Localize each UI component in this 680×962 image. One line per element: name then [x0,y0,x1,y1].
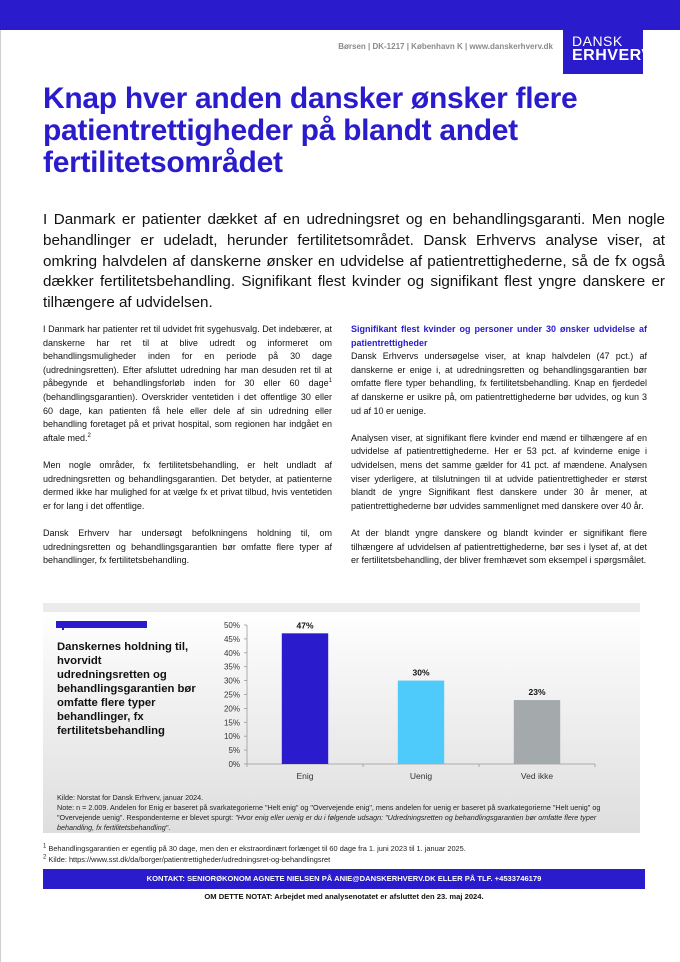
footnotes [43,843,663,865]
contact-bar: KONTAKT: SENIORØKONOM AGNETE NIELSEN PÅ ANIE@DANSKERHVERV.DK ELLER PÅ TLF. +4533746179 [43,869,645,889]
text-run: (behandlingsgarantien). Overskrider ventetiden i det offentlige 30 eller 60 dage, kan patienten få hele eller dele af sin udredning eller behandling foretaget på et privat hospital, som regionen har indgået en aftale med. [43,391,332,443]
footnote-text: Behandlingsgarantien er egentlig på 30 dage, men den er ekstraordinært forlænget til 60 dage fra 1. juni 2023 til 1. januar 2025. [46,844,466,853]
footnote-2 [43,854,663,865]
right-paragraph-1: Dansk Erhvervs undersøgelse viser, at knap halvdelen (47 pct.) af danskerne er enige i, at udredningsretten og behandlingsgarantien bør omfatte flere typer behandling, fx fertilitetsbehandling. Knap en fjerdedel af danskerne er usikre på, om patientrettighederne bør udvides, og kun 3 ud af 10 er uenige. [351,351,647,416]
left-paragraph-3: Dansk Erhverv har undersøgt befolkningens holdning til, om udredningsretten og behandlingsgarantien bør omfatte flere typer af behandlinger, fx fertilitetsbehandling. [43,527,332,566]
y-tick-label: 45% [223,634,240,644]
x-tick-label: Ved ikke [520,771,554,781]
logo-line-2: ERHVERV [572,47,653,64]
y-tick-label: 50% [223,621,240,630]
bar-value-label: 30% [412,667,430,678]
y-tick-label: 0% [228,760,240,769]
about-note: OM DETTE NOTAT: Arbejdet med analysenotatet er afsluttet den 23. maj 2024. [204,892,484,901]
page-edge [0,0,1,962]
footnote-text: Kilde: https://www.sst.dk/da/borger/patientrettigheder/udredningsret-og-behandlingsret [46,855,331,864]
document-title: Knap hver anden dansker ønsker flere patientrettigheder på blandt andet fertilitetsområdet [43,82,578,179]
logo-line-1: DANSK [572,33,623,49]
header-address: Børsen | DK-1217 | København K | www.danskerhverv.dk [338,42,553,51]
footnote-number: 1 [43,843,47,850]
bars [282,620,560,764]
y-tick-label: 35% [223,662,240,672]
y-axis [224,621,247,769]
chart-source-note [57,793,632,833]
left-paragraph-2: Men nogle områder, fx fertilitetsbehandling, er helt undladt af udredningsretten og behandlingsgarantien. Det betyder, at patienterne dermed ikke har mulighed for at vælge fx et privat tilbud, hvis ventetiden er for lang i det offentlige. [43,459,332,511]
y-tick-label: 30% [223,676,240,686]
x-tick-label: Enig [296,771,314,781]
left-paragraph-1 [43,323,332,445]
x-axis [247,764,595,781]
chart-source: Kilde: Norstat for Dansk Erhverv, januar 2024. [57,793,204,802]
note-end: . [168,823,171,832]
dansk-erhverv-logo [563,30,653,74]
y-tick-label: 5% [228,746,240,756]
footnote-ref-2: 2 [87,432,91,439]
bar-uenig [398,681,444,764]
chart-accent-bar [56,621,147,628]
left-column [43,323,332,581]
bar-ved-ikke [514,700,560,764]
footnote-ref-1: 1 [328,378,332,385]
y-tick-label: 25% [223,690,240,700]
bar-value-label: 47% [296,620,314,631]
right-paragraph-3: At der blandt yngre danskere og blandt kvinder er signifikant flere tilhængere af udvidelsen af patientrettighederne, bør ses i lyset af, at det er fertilitetsbehandling, der bliver fremhævet som eksempel i spørgsmålet. [351,527,647,566]
chart-heading: Danskernes holdning til, hvorvidt udredningsretten og behandlingsgarantien bør omfatte flere typer behandlinger, fx fertilitetsbehandling [57,641,196,737]
right-column [351,323,647,581]
section-subheading: Signifikant flest kvinder og personer under 30 ønsker udvidelse af patientrettigheder [351,324,647,348]
note-text: Note: n = 2.009. Andelen for Enig er baseret på svarkategorierne "Helt enig" og "Overvejende enig", mens andelen for uenig er baseret på svarkategorierne "Helt uenig" og "Overvejende uenig". Respondenterne er blevet spurgt: [57,803,601,822]
bar-enig [282,633,328,764]
text-run: I Danmark har patienter ret til udvidet frit sygehusvalg. Det indebærer, at danskerne har ret til at blive udredt og informeret om behandlingsmuligheder inden for en periode på 30 dage (udredningsretten). Efter afsluttet udredning har man desuden ret til at påbegynde et behandlingsforløb inden for 30 eller 60 dage [43,324,332,389]
y-tick-label: 20% [223,704,240,714]
y-tick-label: 15% [223,718,240,728]
x-tick-label: Uenig [409,771,433,781]
footnote-number: 2 [43,854,47,861]
note-question: "Hvor enig eller uenig er du i følgende udsagn: "Udredningsretten og behandlingsgarantien bør omfatte flere typer behandling, fx fertilitetsbehandling" [57,813,597,832]
y-tick-label: 40% [223,648,240,658]
header-band [0,0,680,30]
right-paragraph-2: Analysen viser, at signifikant flere kvinder end mænd er tilhængere af en udvidelse af patientrettighederne. Her er 53 pct. af kvinderne enige i udvidelsen, mens det samme gælder for 41 pct. af mændene. Analysen viser yderligere, at tilslutningen til at udvide patientrettigheder er størst blandt de yngre Signifikant flest danskere under 30 år mener, at patientrettighederne bør udvides sammenlignet med danskere over 40 år. [351,432,647,511]
lead-paragraph: I Danmark er patienter dækket af en udredningsret og en behandlingsgaranti. Men nogle behandlinger er udeladt, herunder fertilitetsområdet. Dansk Erhvervs analyse viser, at omkring halvdelen af danskerne ønsker en udvidelse af patientrettighederne, så de fx også dækker fertilitetsbehandling. Signifikant flest kvinder og signifikant flest yngre danskere er tilhængere af udvidelsen. [43,211,665,312]
bar-value-label: 23% [528,687,546,698]
footnote-1 [43,843,663,854]
chart-accent-tick [62,628,64,630]
chart-note [57,803,632,833]
bar-chart [205,615,605,790]
y-tick-label: 10% [223,732,240,742]
